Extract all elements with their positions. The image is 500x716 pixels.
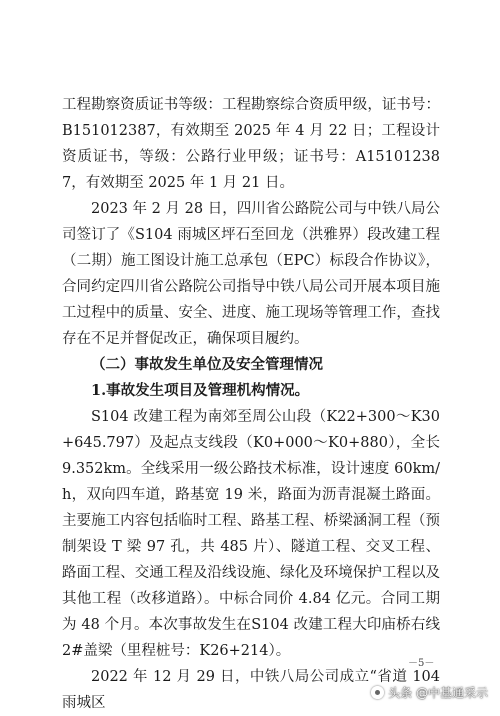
- page-number: －5－: [408, 658, 435, 669]
- camera-icon: [371, 686, 384, 699]
- watermark-text: 头条 @中基通采示: [388, 686, 488, 700]
- document-body: [62, 92, 440, 716]
- paragraph-agreement: 2023 年 2 月 28 日，四川省公路院公司与中铁八局公司签订了《S104 雨城区坪石至回龙（洪雅界）段改建工程（二期）施工图设计施工总承包（EPC）标段合作协议》，合同约定四川省公路院公司指导中铁八局公司开展本项目施工过程中的质量、安全、进度、施工现场等管理工作，查找存在不足并督促改正，确保项目履约。: [62, 201, 440, 347]
- watermark: [371, 684, 488, 701]
- paragraph-establishment: 2022 年 12 月 29 日，中铁八局公司成立“省道 104 雨城区: [62, 669, 440, 711]
- subsection-heading: 1.事故发生项目及管理机构情况。: [91, 382, 310, 399]
- section-heading: （二）事故发生单位及安全管理情况: [91, 356, 323, 373]
- paragraph-qualification: 工程勘察资质证书等级：工程勘察综合资质甲级，证书号：B151012387，有效期至 2025 年 4 月 22 日；工程设计资质证书，等级：公路行业甲级；证书号：A151012387，有效期至 2025 年 1 月 21 日。: [62, 97, 440, 191]
- paragraph-project-overview: S104 改建工程为南郊至周公山段（K22+300～K30+645.797）及起点支线段（K0+000～K0+880），全长 9.352km。全线采用一级公路技术标准，设计速度 60km/h，双向四车道，路基宽 19 米，路面为沥青混凝土路面。主要施工内容包括临时工程、路基工程、桥梁涵洞工程（预制架设 T 梁 97 孔，共 485 片）、隧道工程、交叉工程、路面工程、交通工程及沿线设施、绿化及环境保护工程以及其他工程（改移道路）。中标合同价 4.84 亿元。合同工期为 48 个月。本次事故发生在S104 改建工程大印庙桥右线 2#盖梁（里程桩号：K26+214）。: [62, 409, 440, 659]
